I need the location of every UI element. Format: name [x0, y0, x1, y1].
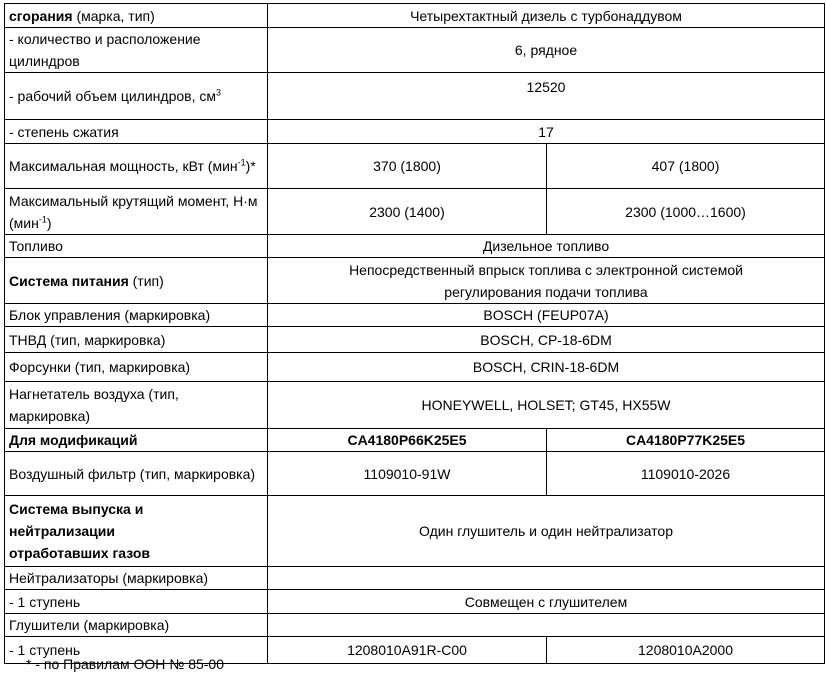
table-row	[5, 304, 825, 327]
row-value: Дизельное топливо	[268, 235, 825, 258]
table-row	[5, 614, 825, 637]
row-label: - рабочий объем цилиндров, $см^3$	[5, 73, 268, 120]
row-value	[268, 614, 825, 637]
table-row	[5, 235, 825, 258]
table-row	[5, 258, 825, 304]
row-value: Совмещен с глушителем	[268, 590, 825, 614]
row-value: Четырехтактный дизель с турбонаддувом	[268, 4, 825, 28]
table-row	[5, 452, 825, 496]
row-value: HONEYWELL, HOLSET; GT45, HX55W	[268, 382, 825, 429]
table-row	[5, 353, 825, 382]
table-row	[5, 4, 825, 28]
row-label: Нейтрализаторы (маркировка)	[5, 567, 268, 590]
table-row	[5, 590, 825, 614]
row-label: Воздушный фильтр (тип, маркировка)	[5, 452, 268, 496]
engine-spec-table	[4, 3, 825, 664]
row-value: Один глушитель и один нейтрализатор	[268, 496, 825, 567]
row-label: Нагнетатель воздуха (тип, маркировка)	[5, 382, 268, 429]
row-label: Блок управления (маркировка)	[5, 304, 268, 327]
row-value: BOSCH, CRIN-18-6DM	[268, 353, 825, 382]
row-label: Система питания (тип)	[5, 258, 268, 304]
table-row	[5, 144, 825, 189]
footnote: * - по Правилам ООН № 85-00	[26, 656, 225, 672]
row-label: Максимальная мощность, кВт (мин$^{-1}$)*	[5, 144, 268, 189]
row-label: - 1 ступень	[5, 637, 268, 664]
table-row	[5, 73, 825, 120]
row-value-1: 1109010-91W	[268, 452, 547, 496]
table-row	[5, 189, 825, 235]
row-value: BOSCH (FEUP07A)	[268, 304, 825, 327]
row-value: 6, рядное	[268, 28, 825, 73]
table-row	[5, 496, 825, 567]
row-value: Непосредственный впрыск топлива с электронной системой регулирования подачи топлива	[268, 258, 825, 304]
table-row	[5, 120, 825, 144]
row-label: сгорания (марка, тип)	[5, 4, 268, 28]
table-row	[5, 429, 825, 452]
row-label: Топливо	[5, 235, 268, 258]
row-value-2: 1208010A2000	[547, 637, 825, 664]
row-label: - степень сжатия	[5, 120, 268, 144]
row-label: Глушители (маркировка)	[5, 614, 268, 637]
row-label: Для модификаций	[5, 429, 268, 452]
row-value-1: CA4180P66K25E5	[268, 429, 547, 452]
table-row	[5, 567, 825, 590]
table-row	[5, 327, 825, 353]
row-value-1: 1208010A91R-C00	[268, 637, 547, 664]
row-value: BOSCH, CP-18-6DM	[268, 327, 825, 353]
row-value-2: 1109010-2026	[547, 452, 825, 496]
row-value-2: CA4180P77K25E5	[547, 429, 825, 452]
table-row	[5, 28, 825, 73]
row-label: Максимальный крутящий момент, Н·м (мин$^{-1}$)	[5, 189, 268, 235]
row-value-2: 407 (1800)	[547, 144, 825, 189]
row-value-2: 2300 (1000…1600)	[547, 189, 825, 235]
row-label: Система выпуска и нейтрализации отработавших газов	[5, 496, 268, 567]
row-value	[268, 567, 825, 590]
table-row	[5, 382, 825, 429]
row-value: 17	[268, 120, 825, 144]
row-label: Форсунки (тип, маркировка)	[5, 353, 268, 382]
row-label: ТНВД (тип, маркировка)	[5, 327, 268, 353]
row-value-1: 370 (1800)	[268, 144, 547, 189]
row-label: - количество и расположение цилиндров	[5, 28, 268, 73]
row-label: - 1 ступень	[5, 590, 268, 614]
row-value-1: 2300 (1400)	[268, 189, 547, 235]
row-value: 12520	[268, 73, 825, 120]
